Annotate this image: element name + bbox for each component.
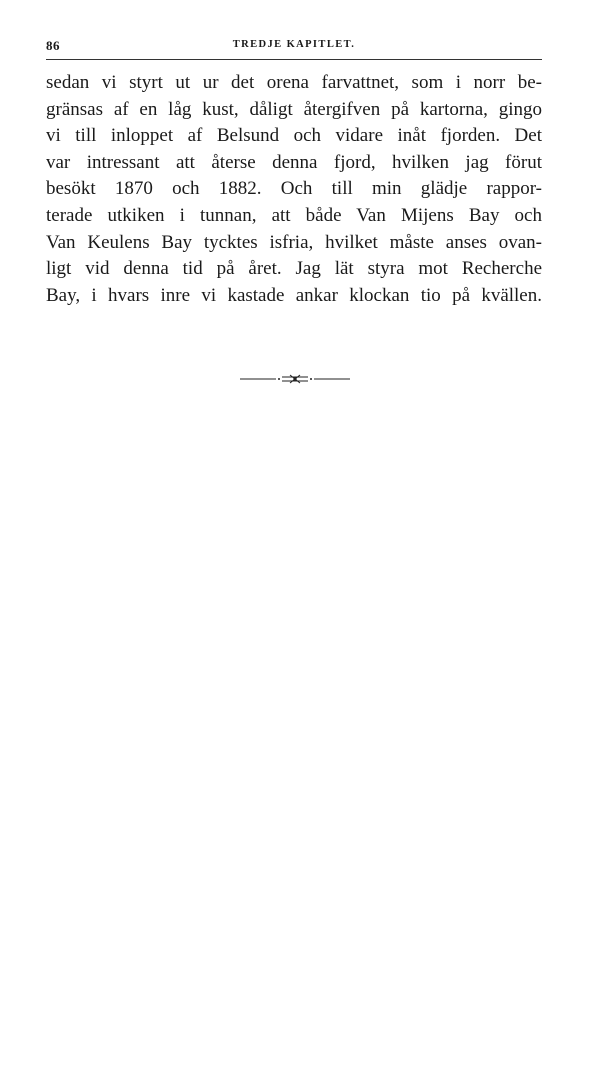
page-number: 86 <box>46 38 60 53</box>
text-line: besökt 1870 och 1882. Och till min glädje rappor- <box>46 178 542 200</box>
text-line: gränsas af en låg kust, dåligt återgifven på kartorna, gingo <box>46 98 542 120</box>
chapter-title: TREDJE KAPITLET. <box>232 39 356 50</box>
text-line: vi till inloppet af Belsund och vidare inåt fjorden. Det <box>46 125 542 147</box>
running-head <box>46 38 542 58</box>
body-paragraph <box>46 70 542 309</box>
text-line: Van Keulens Bay tycktes isfria, hvilket måste anses ovan- <box>46 231 542 253</box>
header-rule <box>46 59 542 60</box>
text-line: Bay, i hvars inre vi kastade ankar klockan tio på kvällen. <box>46 284 542 306</box>
text-line: ligt vid denna tid på året. Jag lät styra mot Recherche <box>46 258 542 280</box>
text-line: sedan vi styrt ut ur det orena farvattnet, som i norr be- <box>46 72 542 93</box>
text-line: terade utkiken i tunnan, att både Van Mijens Bay och <box>46 204 542 226</box>
end-of-chapter-ornament-icon <box>240 372 350 386</box>
text-line: var intressant att återse denna fjord, hvilken jag förut <box>46 151 542 173</box>
